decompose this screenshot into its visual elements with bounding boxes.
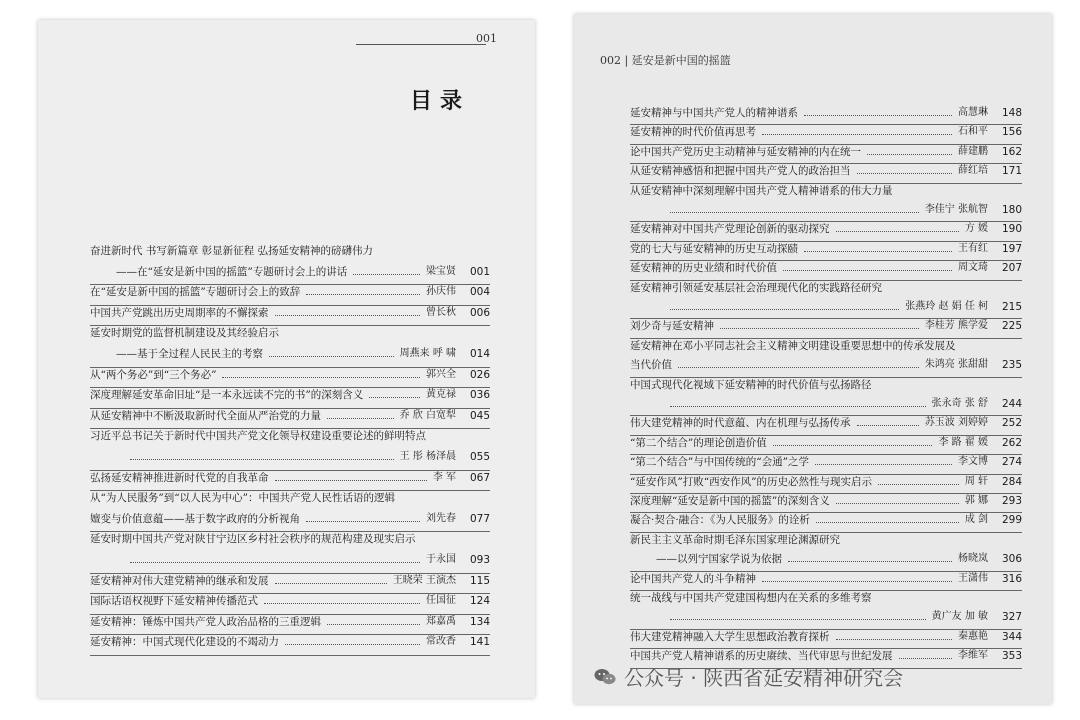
- entry-title: 伟大建党精神的时代意蕴、内在机理与弘扬传承: [630, 417, 851, 430]
- entry-page: 215: [1001, 301, 1022, 313]
- entry-page: 262: [1001, 436, 1022, 449]
- entry-author: 王 彤 杨泽晨: [399, 451, 456, 462]
- entry-title: 从延安精神中不断汲取新时代全面从严治党的力量: [90, 409, 321, 422]
- toc-list-right: [630, 106, 1022, 666]
- leader-dots: [670, 300, 899, 310]
- entry-author: 郭兴全: [426, 368, 456, 380]
- entry-author: 王潇伟: [958, 572, 988, 584]
- toc-entry: [630, 222, 1022, 236]
- leader-dots: [353, 265, 420, 275]
- leader-dots: [130, 450, 394, 460]
- leader-dots: [788, 552, 952, 562]
- entry-page: 244: [1001, 398, 1022, 410]
- toc-entry: [630, 145, 1022, 159]
- entry-author: 张燕玲 赵 娟 任 柯: [905, 301, 988, 312]
- toc-entry: [90, 532, 490, 546]
- entry-title: 延安精神对中国共产党理论创新的驱动探究: [630, 223, 830, 236]
- leader-dots: [130, 553, 420, 563]
- leader-dots: [899, 649, 952, 659]
- entry-author: 李桂芳 熊学爱: [924, 320, 988, 332]
- running-header: 002 | 延安是新中国的摇篮: [600, 54, 731, 67]
- leader-dots: [836, 494, 959, 504]
- toc-page-left: [38, 20, 535, 698]
- leader-dots: [670, 610, 926, 620]
- entry-title: 延安精神的历史业绩和时代价值: [630, 262, 777, 275]
- toc-entry: [90, 285, 490, 299]
- leader-dots: [670, 397, 926, 407]
- entry-page: 207: [1001, 262, 1022, 275]
- toc-entry: [630, 203, 1022, 217]
- entry-page: 006: [469, 306, 490, 319]
- toc-entry: [630, 358, 1022, 372]
- entry-title: 论中国共产党人的斗争精神: [630, 572, 756, 585]
- entry-title: 深度理解“延安是新中国的摇篮”的深刻含义: [630, 495, 830, 507]
- watermark-text: 公众号 · 陕西省延安精神研究会: [624, 666, 904, 690]
- entry-page: 274: [1001, 456, 1022, 469]
- toc-entry: [630, 300, 1022, 314]
- toc-entry: [90, 512, 490, 526]
- toc-entry: [630, 610, 1022, 624]
- entry-page: 171: [1001, 165, 1022, 178]
- entry-page: 141: [469, 636, 490, 649]
- entry-title: 从“为人民服务”到“以人民为中心”：中国共产党人民性话语的逻辑: [90, 492, 395, 505]
- entry-title: 中国共产党人精神谱系的历史赓续、当代审思与世纪发展: [630, 650, 893, 663]
- toc-entry: [630, 513, 1022, 527]
- entry-title: ——基于全过程人民民主的考察: [116, 348, 263, 360]
- entry-page: 190: [1001, 223, 1022, 236]
- entry-page: 316: [1001, 572, 1022, 585]
- entry-title: 从延安精神感悟和把握中国共产党人的政治担当: [630, 165, 851, 178]
- entry-page: 299: [1001, 514, 1022, 527]
- toc-entry: [630, 591, 1022, 605]
- toc-entry: [630, 319, 1022, 333]
- leader-dots: [762, 125, 952, 135]
- entry-title: 延安时期党的监督机制建设及其经验启示: [90, 327, 279, 340]
- entry-author: 高慧琳: [958, 107, 988, 118]
- entry-page: 067: [469, 471, 490, 484]
- entry-title: ——在“延安是新中国的摇篮”专题研讨会上的讲话: [116, 265, 348, 278]
- leader-dots: [773, 436, 932, 446]
- leader-dots: [306, 285, 420, 295]
- entry-title: 当代价值: [630, 359, 672, 372]
- toc-entry: [90, 265, 490, 279]
- toc-entry: [90, 409, 490, 423]
- leader-dots: [867, 145, 952, 155]
- leader-dots: [369, 388, 420, 398]
- leader-dots: [836, 630, 952, 640]
- toc-entry: [90, 244, 490, 258]
- entry-author: 周燕来 呼 啸: [399, 348, 456, 359]
- leader-dots: [878, 475, 959, 485]
- entry-title: 在“延安是新中国的摇篮”专题研讨会上的致辞: [90, 286, 301, 299]
- toc-entry: [630, 572, 1022, 586]
- entry-page: 014: [469, 348, 490, 360]
- toc-entry: [630, 125, 1022, 139]
- leader-dots: [804, 106, 952, 116]
- entry-author: 方 媛: [964, 223, 988, 235]
- entry-page: 284: [1001, 475, 1022, 488]
- leader-dots: [857, 416, 919, 426]
- toc-entry: [630, 339, 1022, 353]
- entry-author: 李 路 翟 媛: [938, 436, 988, 448]
- entry-author: 薛红培: [958, 165, 988, 177]
- entry-author: 秦惠艳: [958, 630, 988, 642]
- toc-page-right: [574, 14, 1052, 704]
- entry-title: 从延安精神中深刻理解中国共产党人精神谱系的伟大力量: [630, 184, 893, 197]
- toc-entry: [90, 368, 490, 382]
- entry-title: 延安精神：中国式现代化建设的不竭动力: [90, 636, 279, 649]
- leader-dots: [815, 455, 952, 465]
- toc-entry: [90, 615, 490, 629]
- entry-page: 036: [469, 389, 490, 402]
- entry-author: 任国征: [426, 595, 456, 607]
- leader-dots: [275, 306, 420, 316]
- entry-title: “第二个结合”的理论创造价值: [630, 436, 767, 449]
- entry-author: 朱鸿亮 张甜甜: [924, 359, 988, 371]
- entry-author: 常改香: [426, 636, 456, 648]
- entry-author: 石和平: [958, 126, 988, 138]
- entry-page: 001: [469, 265, 490, 278]
- entry-page: 306: [1001, 553, 1022, 566]
- toc-entry: [90, 347, 490, 361]
- entry-title: 嬗变与价值意蕴——基于数字政府的分析视角: [90, 512, 300, 525]
- leader-dots: [720, 319, 919, 329]
- toc-entry: [630, 261, 1022, 275]
- entry-title: 延安精神与中国共产党人的精神谱系: [630, 107, 798, 119]
- entry-author: 刘先春: [426, 512, 456, 524]
- entry-page: 180: [1001, 204, 1022, 216]
- toc-entry: [630, 475, 1022, 489]
- leader-dots: [285, 635, 420, 645]
- entry-page: 327: [1001, 611, 1022, 624]
- toc-entry: [630, 106, 1022, 120]
- toc-entry: [90, 306, 490, 320]
- entry-page: 055: [469, 451, 490, 463]
- toc-title: 目录: [410, 88, 471, 114]
- leader-dots: [275, 574, 387, 584]
- toc-entry: [630, 533, 1022, 547]
- toc-entry: [90, 553, 490, 567]
- entry-author: 杨晓岚: [958, 553, 988, 565]
- leader-dots: [222, 368, 420, 378]
- leader-dots: [327, 409, 394, 419]
- entry-title: 伟大建党精神融入大学生思想政治教育探析: [630, 630, 830, 643]
- entry-author: 李文博: [958, 456, 988, 468]
- toc-entry: [630, 184, 1022, 198]
- toc-entry: [630, 436, 1022, 450]
- entry-page: 026: [469, 368, 490, 381]
- toc-entry: [90, 491, 490, 505]
- entry-title: 从“两个务必”到“三个务必”: [90, 368, 217, 381]
- entry-author: 曾长秋: [426, 306, 456, 318]
- entry-page: 077: [469, 512, 490, 525]
- entry-title: 奋进新时代 书写新篇章 彰显新征程 弘扬延安精神的磅礴伟力: [90, 245, 374, 257]
- entry-title: 中国式现代化视域下延安精神的时代价值与弘扬路径: [630, 378, 872, 391]
- entry-title: “延安作风”打败“西安作风”的历史必然性与现实启示: [630, 475, 872, 488]
- leader-dots: [269, 347, 394, 357]
- entry-page: 225: [1001, 320, 1022, 333]
- entry-title: 统一战线与中国共产党建国构想内在关系的多维考察: [630, 592, 872, 604]
- entry-title: 刘少奇与延安精神: [630, 320, 714, 333]
- entry-title: 延安精神引领延安基层社会治理现代化的实践路径研究: [630, 281, 882, 294]
- entry-author: 李维军: [958, 650, 988, 662]
- entry-author: 张永奇 张 舒: [931, 398, 988, 409]
- entry-title: 国际话语权视野下延安精神传播范式: [90, 595, 258, 608]
- entry-author: 周 轩: [964, 475, 988, 487]
- entry-author: 王晓荣 王演杰: [392, 574, 456, 586]
- toc-entry: [630, 494, 1022, 508]
- entry-title: 论中国共产党历史主动精神与延安精神的内在统一: [630, 145, 861, 158]
- entry-title: 延安精神在邓小平同志社会主义精神文明建设重要思想中的传承发展及: [630, 339, 956, 352]
- toc-entry: [630, 281, 1022, 295]
- entry-author: 薛建鹏: [958, 145, 988, 157]
- entry-page: 045: [469, 409, 490, 422]
- toc-entry: [630, 378, 1022, 392]
- entry-title: 延安精神的时代价值再思考: [630, 126, 756, 139]
- entry-page: 197: [1001, 242, 1022, 255]
- leader-dots: [264, 594, 420, 604]
- entry-title: 延安精神对伟大建党精神的继承和发展: [90, 574, 269, 587]
- leader-dots: [783, 261, 952, 271]
- leader-dots: [857, 164, 952, 174]
- toc-entry: [630, 630, 1022, 644]
- toc-entry: [630, 397, 1022, 411]
- toc-entry: [90, 450, 490, 464]
- entry-author: 成 剑: [964, 514, 988, 526]
- page-number: 001: [476, 32, 497, 45]
- entry-author: 郑嘉禹: [426, 615, 456, 627]
- entry-title: 新民主主义革命时期毛泽东国家理论渊源研究: [630, 533, 840, 546]
- toc-entry: [630, 164, 1022, 178]
- entry-page: 235: [1001, 359, 1022, 372]
- leader-dots: [804, 242, 952, 252]
- entry-page: 162: [1001, 145, 1022, 158]
- entry-title: “第二个结合”与中国传统的“会通”之学: [630, 456, 809, 469]
- entry-page: 093: [469, 554, 490, 566]
- toc-list-left: [90, 244, 490, 664]
- toc-entry: [90, 326, 490, 340]
- entry-page: 115: [469, 574, 490, 587]
- toc-entry: [630, 455, 1022, 469]
- entry-page: 148: [1001, 107, 1022, 119]
- toc-entry: [630, 552, 1022, 566]
- entry-page: 353: [1001, 650, 1022, 663]
- entry-author: 苏玉波 刘婷婷: [924, 417, 988, 429]
- entry-author: 黄广友 加 敏: [931, 611, 988, 623]
- leader-dots: [327, 615, 420, 625]
- entry-page: 252: [1001, 417, 1022, 430]
- entry-page: 004: [469, 286, 490, 299]
- toc-entry: [90, 594, 490, 608]
- entry-page: 344: [1001, 630, 1022, 643]
- entry-title: 延安时期中国共产党对陕甘宁边区乡村社会秩序的规范构建及现实启示: [90, 533, 416, 546]
- entry-title: 深度理解延安革命旧址“是一本永远读不完的书”的深刻含义: [90, 389, 364, 402]
- entry-author: 乔 欣 白宽犁: [399, 409, 456, 421]
- entry-author: 孙庆伟: [426, 286, 456, 298]
- entry-page: 293: [1001, 495, 1022, 507]
- entry-title: ——以列宁国家学说为依据: [656, 553, 782, 566]
- entry-page: 124: [469, 595, 490, 608]
- entry-title: 党的七大与延安精神的历史互动探赜: [630, 242, 798, 255]
- entry-title: 凝合·契合·融合：《为人民服务》的诠析: [630, 514, 810, 527]
- leader-dots: [670, 203, 919, 213]
- entry-author: 于永国: [426, 554, 456, 565]
- toc-entry: [90, 574, 490, 588]
- entry-rule: [90, 655, 490, 656]
- leader-dots: [275, 471, 427, 481]
- leader-dots: [816, 513, 959, 523]
- entry-title: 延安精神：锤炼中国共产党人政治品格的三重逻辑: [90, 615, 321, 628]
- entry-page: 156: [1001, 126, 1022, 139]
- entry-title: 习近平总书记关于新时代中国共产党文化领导权建设重要论述的鲜明特点: [90, 430, 426, 443]
- leader-dots: [306, 512, 420, 522]
- entry-author: 李佳宁 张航智: [924, 204, 988, 215]
- toc-entry: [630, 416, 1022, 430]
- entry-title: 中国共产党跳出历史周期率的不懈探索: [90, 306, 269, 319]
- entry-author: 李 军: [432, 471, 456, 483]
- entry-author: 黄克禄: [426, 389, 456, 401]
- wechat-icon: [594, 668, 616, 686]
- entry-page: 134: [469, 615, 490, 628]
- header-rule: [356, 44, 486, 45]
- leader-dots: [836, 222, 959, 232]
- leader-dots: [762, 572, 952, 582]
- toc-entry: [630, 242, 1022, 256]
- entry-author: 周文琦: [958, 262, 988, 274]
- leader-dots: [678, 358, 919, 368]
- toc-entry: [90, 429, 490, 443]
- entry-author: 王有红: [958, 242, 988, 254]
- toc-entry: [90, 388, 490, 402]
- toc-entry: [90, 635, 490, 649]
- toc-entry: [90, 471, 490, 485]
- entry-title: 弘扬延安精神推进新时代党的自我革命: [90, 471, 269, 484]
- entry-author: 郭 娜: [964, 495, 988, 506]
- entry-author: 梁宝贤: [426, 265, 456, 277]
